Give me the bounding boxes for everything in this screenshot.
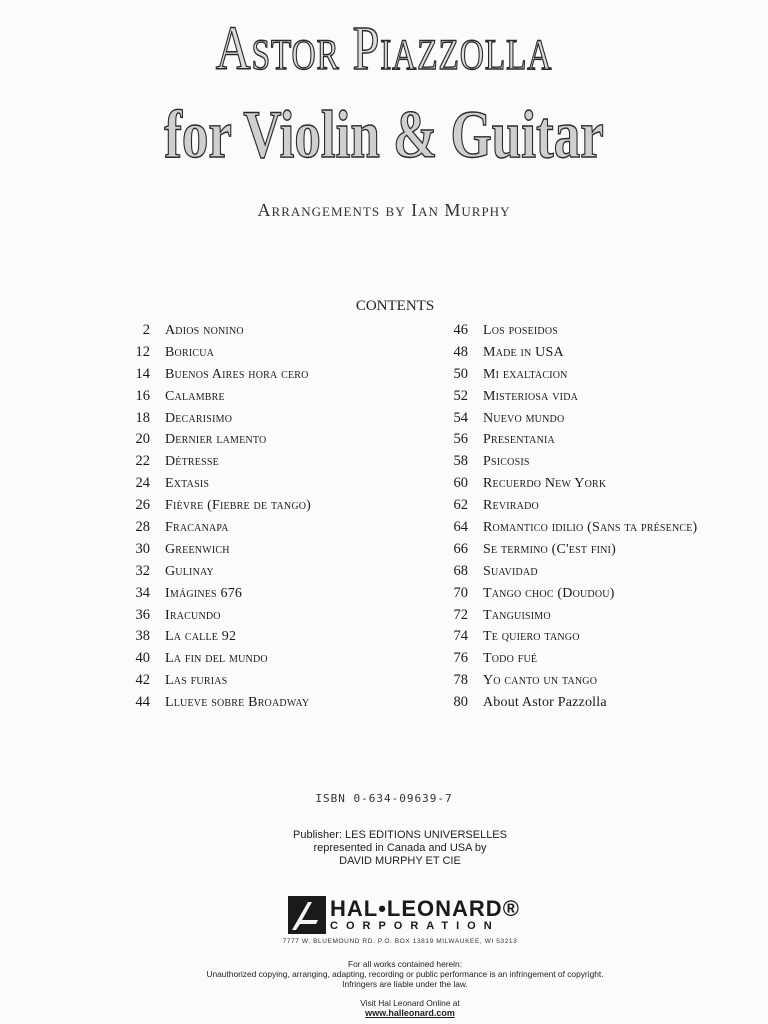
toc-page-number: 74 [453, 628, 468, 645]
toc-entry [436, 386, 697, 408]
toc-page-number: 2 [142, 322, 150, 338]
toc-page-number: 64 [453, 519, 468, 536]
toc-page-number: 22 [135, 453, 150, 470]
toc-entry [436, 429, 697, 451]
toc-page-number: 42 [135, 672, 150, 689]
toc-title: Made in USA [483, 344, 564, 360]
toc-title: Las furias [165, 673, 228, 689]
publisher-line: Publisher: LES EDITIONS UNIVERSELLES [293, 829, 507, 841]
toc-title: Se termino (C'est fini) [483, 541, 616, 557]
toc-title: Adios nonino [165, 323, 244, 338]
toc-page-number: 20 [135, 431, 150, 448]
toc-title: Decarisimo [165, 410, 233, 426]
toc-page-number: 54 [453, 409, 468, 426]
toc-page-number: 58 [453, 453, 468, 470]
toc-page-number: 26 [135, 497, 150, 514]
toc-title: La fin del mundo [165, 651, 268, 667]
toc-entry [436, 473, 697, 495]
toc-entry [436, 517, 697, 539]
publisher-line: DAVID MURPHY ET CIE [339, 855, 461, 867]
toc-page-number: 50 [453, 365, 468, 382]
toc-title: Presentania [483, 432, 555, 448]
toc-page-number: 44 [135, 694, 150, 711]
toc-page-number: 36 [135, 606, 150, 623]
contents-heading: CONTENTS [355, 298, 435, 314]
toc-page-number: 52 [453, 387, 468, 404]
toc-title: Calambre [165, 388, 225, 404]
toc-page-number: 80 [453, 694, 468, 711]
logo-name: HAL•LEONARD® [330, 896, 520, 921]
toc-page-number: 12 [135, 343, 150, 360]
toc-entry [118, 473, 311, 495]
contents-right-column [436, 320, 697, 714]
toc-title: Revirado [483, 498, 539, 514]
toc-entry [436, 561, 697, 583]
toc-title: Fièvre (Fiebre de tango) [165, 498, 312, 514]
toc-page-number: 78 [453, 672, 468, 689]
title-line-1: Astor Piazzolla [215, 15, 553, 83]
toc-title: Psicosis [483, 454, 530, 470]
toc-entry [118, 561, 311, 583]
toc-entry [118, 408, 311, 430]
toc-entry [436, 451, 697, 473]
toc-page-number: 34 [135, 584, 150, 601]
toc-title: Romantico idilio (Sans ta présence) [483, 520, 698, 536]
toc-title: Gulinay [165, 563, 214, 579]
toc-page-number: 24 [135, 475, 150, 492]
toc-title: Iracundo [165, 607, 221, 623]
publisher-line: represented in Canada and USA by [313, 842, 487, 854]
toc-entry [436, 626, 697, 648]
toc-entry [436, 342, 697, 364]
toc-page-number: 46 [453, 322, 468, 338]
contents-left-column [118, 320, 311, 714]
toc-entry [436, 648, 697, 670]
toc-entry [118, 583, 311, 605]
toc-title: Te quiero tango [483, 629, 580, 645]
toc-title: Recuerdo New York [483, 476, 607, 492]
hal-leonard-emblem-icon [288, 896, 326, 934]
toc-title: La calle 92 [165, 629, 237, 645]
toc-entry [436, 605, 697, 627]
toc-title: Todo fué [483, 651, 538, 667]
toc-title: Mi exaltacion [483, 366, 568, 382]
subtitle: Arrangements by Ian Murphy [257, 200, 511, 220]
toc-title: Nuevo mundo [483, 410, 565, 426]
online-line: Visit Hal Leonard Online at [360, 998, 460, 1008]
toc-entry [436, 692, 697, 714]
toc-title: Buenos Aires hora cero [165, 366, 309, 382]
toc-title: Dernier lamento [165, 432, 267, 448]
toc-title: Extasis [165, 476, 210, 492]
toc-title: Misteriosa vida [483, 388, 579, 404]
toc-entry [118, 692, 311, 714]
toc-page-number: 66 [453, 540, 468, 557]
toc-entry [118, 429, 311, 451]
toc-entry [118, 626, 311, 648]
toc-entry [118, 320, 311, 342]
isbn: ISBN 0-634-09639-7 [315, 792, 453, 805]
toc-title: Yo canto un tango [483, 673, 598, 689]
toc-page-number: 70 [453, 584, 468, 601]
copyright-notice [0, 959, 768, 989]
toc-page-number: 40 [135, 650, 150, 667]
website-link[interactable]: www.halleonard.com [365, 1008, 455, 1018]
toc-page-number: 62 [453, 497, 468, 514]
toc-entry [118, 539, 311, 561]
toc-title: Greenwich [165, 541, 230, 557]
toc-page-number: 28 [135, 519, 150, 536]
toc-entry [118, 517, 311, 539]
toc-title: Fracanapa [165, 520, 229, 536]
toc-entry [436, 583, 697, 605]
toc-title: Boricua [165, 344, 215, 360]
toc-entry [436, 670, 697, 692]
logo-corporation: CORPORATION [330, 920, 500, 932]
toc-title: Los poseidos [483, 323, 559, 338]
toc-page-number: 18 [135, 409, 150, 426]
publisher-info [0, 829, 768, 868]
toc-page-number: 48 [453, 343, 468, 360]
toc-title: About Astor Pazzolla [483, 695, 607, 711]
toc-title: Tango choc (Doudou) [483, 585, 615, 601]
toc-entry [436, 364, 697, 386]
toc-page-number: 68 [453, 562, 468, 579]
toc-title: Suavidad [483, 563, 538, 579]
toc-page-number: 72 [453, 606, 468, 623]
toc-page-number: 32 [135, 562, 150, 579]
legal-line: Unauthorized copying, arranging, adapting, recording or public performance is an infringement of copyright. [206, 969, 604, 979]
toc-entry [118, 605, 311, 627]
toc-page-number: 14 [135, 365, 150, 382]
toc-entry [118, 451, 311, 473]
toc-title: Tanguisimo [483, 607, 551, 623]
hal-leonard-logo [288, 896, 548, 940]
toc-page-number: 60 [453, 475, 468, 492]
toc-entry [118, 364, 311, 386]
toc-page-number: 56 [453, 431, 468, 448]
toc-entry [436, 539, 697, 561]
toc-page-number: 76 [453, 650, 468, 667]
toc-entry [118, 670, 311, 692]
online-info [0, 998, 768, 1018]
toc-page-number: 30 [135, 540, 150, 557]
toc-entry [436, 408, 697, 430]
toc-entry [436, 320, 697, 342]
toc-title: Détresse [165, 454, 219, 470]
toc-entry [436, 495, 697, 517]
toc-entry [118, 342, 311, 364]
legal-line: Infringers are liable under the law. [342, 979, 468, 989]
legal-line: For all works contained herein: [347, 959, 463, 969]
toc-entry [118, 495, 311, 517]
toc-entry [118, 386, 311, 408]
toc-title: Imágines 676 [165, 585, 243, 601]
title-line-2: for Violin & Guitar [164, 96, 604, 172]
toc-entry [118, 648, 311, 670]
toc-page-number: 16 [135, 387, 150, 404]
toc-title: Llueve sobre Broadway [165, 695, 310, 711]
publisher-address: 7777 W. BLUEMOUND RD. P.O. BOX 13819 MILWAUKEE, WI 53213 [282, 938, 518, 945]
toc-page-number: 38 [135, 628, 150, 645]
